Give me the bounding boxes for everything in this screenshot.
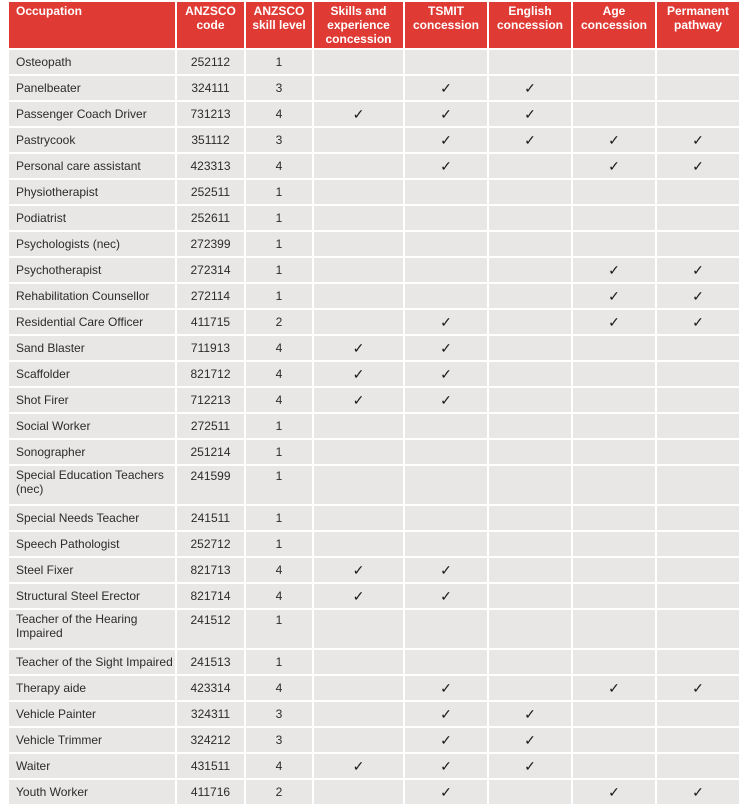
skills-experience-check <box>314 76 403 100</box>
skills-experience-check <box>314 50 403 74</box>
table-row <box>9 206 739 230</box>
anzsco-code-cell: 251214 <box>177 440 244 464</box>
english-check <box>489 284 571 308</box>
anzsco-code-cell: 712213 <box>177 388 244 412</box>
permanent-check <box>657 362 739 386</box>
tsmit-check <box>405 532 487 556</box>
anzsco-code-cell: 731213 <box>177 102 244 126</box>
skills-experience-check: ✓ <box>314 362 403 386</box>
table-row <box>9 728 739 752</box>
skills-experience-check: ✓ <box>314 754 403 778</box>
skills-experience-check <box>314 780 403 804</box>
skills-experience-check <box>314 728 403 752</box>
occupation-table <box>7 0 741 806</box>
permanent-check <box>657 388 739 412</box>
age-check <box>573 610 655 648</box>
english-check: ✓ <box>489 76 571 100</box>
table-row <box>9 50 739 74</box>
age-check <box>573 506 655 530</box>
occupation-cell: Youth Worker <box>9 780 175 804</box>
permanent-check: ✓ <box>657 676 739 700</box>
permanent-check: ✓ <box>657 258 739 282</box>
tsmit-check: ✓ <box>405 558 487 582</box>
skill-level-cell: 1 <box>246 232 312 256</box>
skills-experience-check <box>314 180 403 204</box>
tsmit-check: ✓ <box>405 676 487 700</box>
permanent-check: ✓ <box>657 310 739 334</box>
tsmit-check: ✓ <box>405 362 487 386</box>
anzsco-code-cell: 252511 <box>177 180 244 204</box>
age-check <box>573 466 655 504</box>
tsmit-check: ✓ <box>405 780 487 804</box>
skill-level-cell: 2 <box>246 780 312 804</box>
english-check <box>489 258 571 282</box>
skill-level-cell: 4 <box>246 754 312 778</box>
permanent-check <box>657 336 739 360</box>
table-row <box>9 532 739 556</box>
header-tsmit: TSMIT concession <box>405 2 487 48</box>
header-permanent: Permanent pathway <box>657 2 739 48</box>
skills-experience-check <box>314 232 403 256</box>
permanent-check <box>657 76 739 100</box>
occupation-cell: Speech Pathologist <box>9 532 175 556</box>
english-check <box>489 388 571 412</box>
english-check <box>489 676 571 700</box>
skills-experience-check <box>314 532 403 556</box>
age-check: ✓ <box>573 154 655 178</box>
skill-level-cell: 3 <box>246 728 312 752</box>
english-check <box>489 584 571 608</box>
skills-experience-check <box>314 506 403 530</box>
table-row <box>9 310 739 334</box>
table-row <box>9 388 739 412</box>
skills-experience-check: ✓ <box>314 102 403 126</box>
occupation-cell: Teacher of the Sight Impaired <box>9 650 175 674</box>
age-check <box>573 702 655 726</box>
tsmit-check: ✓ <box>405 128 487 152</box>
age-check: ✓ <box>573 310 655 334</box>
anzsco-code-cell: 272399 <box>177 232 244 256</box>
table-row <box>9 466 739 504</box>
permanent-check <box>657 754 739 778</box>
anzsco-code-cell: 351112 <box>177 128 244 152</box>
table-row <box>9 610 739 648</box>
skill-level-cell: 1 <box>246 440 312 464</box>
skill-level-cell: 2 <box>246 310 312 334</box>
occupation-cell: Podiatrist <box>9 206 175 230</box>
skill-level-cell: 4 <box>246 558 312 582</box>
age-check: ✓ <box>573 128 655 152</box>
anzsco-code-cell: 431511 <box>177 754 244 778</box>
skill-level-cell: 4 <box>246 336 312 360</box>
table-row <box>9 232 739 256</box>
permanent-check: ✓ <box>657 284 739 308</box>
table-row <box>9 362 739 386</box>
anzsco-code-cell: 272114 <box>177 284 244 308</box>
occupation-cell: Structural Steel Erector <box>9 584 175 608</box>
age-check <box>573 362 655 386</box>
english-check: ✓ <box>489 754 571 778</box>
tsmit-check: ✓ <box>405 336 487 360</box>
age-check <box>573 650 655 674</box>
occupation-cell: Pastrycook <box>9 128 175 152</box>
age-check <box>573 532 655 556</box>
occupation-cell: Waiter <box>9 754 175 778</box>
permanent-check: ✓ <box>657 128 739 152</box>
table-row <box>9 154 739 178</box>
anzsco-code-cell: 711913 <box>177 336 244 360</box>
tsmit-check <box>405 414 487 438</box>
skill-level-cell: 3 <box>246 702 312 726</box>
occupation-cell: Personal care assistant <box>9 154 175 178</box>
tsmit-check: ✓ <box>405 702 487 726</box>
table-row <box>9 284 739 308</box>
header-occupation: Occupation <box>9 2 175 48</box>
occupation-cell: Rehabilitation Counsellor <box>9 284 175 308</box>
occupation-cell: Sonographer <box>9 440 175 464</box>
permanent-check <box>657 414 739 438</box>
permanent-check <box>657 466 739 504</box>
anzsco-code-cell: 821714 <box>177 584 244 608</box>
occupation-cell: Panelbeater <box>9 76 175 100</box>
table-row <box>9 780 739 804</box>
table-row <box>9 754 739 778</box>
table-header-row <box>9 2 739 48</box>
permanent-check <box>657 650 739 674</box>
english-check <box>489 506 571 530</box>
occupation-cell: Passenger Coach Driver <box>9 102 175 126</box>
table-row <box>9 676 739 700</box>
permanent-check <box>657 206 739 230</box>
skill-level-cell: 1 <box>246 650 312 674</box>
header-skills-experience: Skills and experience concession <box>314 2 403 48</box>
permanent-check <box>657 728 739 752</box>
tsmit-check <box>405 506 487 530</box>
table-row <box>9 102 739 126</box>
age-check <box>573 558 655 582</box>
tsmit-check <box>405 284 487 308</box>
english-check <box>489 558 571 582</box>
permanent-check <box>657 610 739 648</box>
skill-level-cell: 1 <box>246 414 312 438</box>
tsmit-check: ✓ <box>405 728 487 752</box>
skill-level-cell: 3 <box>246 76 312 100</box>
skill-level-cell: 4 <box>246 388 312 412</box>
age-check <box>573 232 655 256</box>
table-row <box>9 180 739 204</box>
age-check <box>573 754 655 778</box>
skill-level-cell: 1 <box>246 180 312 204</box>
permanent-check <box>657 558 739 582</box>
english-check <box>489 362 571 386</box>
english-check <box>489 206 571 230</box>
anzsco-code-cell: 411716 <box>177 780 244 804</box>
table-row <box>9 584 739 608</box>
skills-experience-check <box>314 676 403 700</box>
age-check <box>573 414 655 438</box>
anzsco-code-cell: 252112 <box>177 50 244 74</box>
english-check <box>489 650 571 674</box>
occupation-cell: Psychologists (nec) <box>9 232 175 256</box>
permanent-check <box>657 532 739 556</box>
skill-level-cell: 1 <box>246 206 312 230</box>
age-check: ✓ <box>573 676 655 700</box>
tsmit-check <box>405 258 487 282</box>
anzsco-code-cell: 252611 <box>177 206 244 230</box>
anzsco-code-cell: 821713 <box>177 558 244 582</box>
permanent-check: ✓ <box>657 154 739 178</box>
skills-experience-check <box>314 610 403 648</box>
english-check <box>489 310 571 334</box>
age-check <box>573 584 655 608</box>
anzsco-code-cell: 241513 <box>177 650 244 674</box>
skill-level-cell: 4 <box>246 584 312 608</box>
occupation-cell: Sand Blaster <box>9 336 175 360</box>
age-check: ✓ <box>573 258 655 282</box>
tsmit-check: ✓ <box>405 754 487 778</box>
occupation-cell: Steel Fixer <box>9 558 175 582</box>
occupation-cell: Shot Firer <box>9 388 175 412</box>
anzsco-code-cell: 821712 <box>177 362 244 386</box>
age-check: ✓ <box>573 284 655 308</box>
tsmit-check: ✓ <box>405 102 487 126</box>
skills-experience-check <box>314 650 403 674</box>
permanent-check <box>657 584 739 608</box>
skills-experience-check <box>314 466 403 504</box>
table-row <box>9 258 739 282</box>
age-check <box>573 440 655 464</box>
anzsco-code-cell: 411715 <box>177 310 244 334</box>
english-check: ✓ <box>489 128 571 152</box>
occupation-cell: Vehicle Trimmer <box>9 728 175 752</box>
skill-level-cell: 1 <box>246 506 312 530</box>
tsmit-check: ✓ <box>405 584 487 608</box>
english-check <box>489 154 571 178</box>
occupation-cell: Social Worker <box>9 414 175 438</box>
table-row <box>9 76 739 100</box>
tsmit-check: ✓ <box>405 76 487 100</box>
skills-experience-check <box>314 310 403 334</box>
age-check <box>573 388 655 412</box>
anzsco-code-cell: 324212 <box>177 728 244 752</box>
occupation-cell: Psychotherapist <box>9 258 175 282</box>
anzsco-code-cell: 324111 <box>177 76 244 100</box>
skills-experience-check <box>314 206 403 230</box>
skill-level-cell: 4 <box>246 154 312 178</box>
english-check <box>489 532 571 556</box>
occupation-cell: Physiotherapist <box>9 180 175 204</box>
skills-experience-check <box>314 258 403 282</box>
header-age: Age concession <box>573 2 655 48</box>
english-check <box>489 610 571 648</box>
age-check <box>573 76 655 100</box>
tsmit-check <box>405 650 487 674</box>
occupation-cell: Therapy aide <box>9 676 175 700</box>
skill-level-cell: 1 <box>246 50 312 74</box>
occupation-cell: Osteopath <box>9 50 175 74</box>
table-row <box>9 128 739 152</box>
tsmit-check <box>405 180 487 204</box>
occupation-cell: Residential Care Officer <box>9 310 175 334</box>
occupation-cell: Teacher of the Hearing Impaired <box>9 610 175 648</box>
tsmit-check <box>405 440 487 464</box>
skill-level-cell: 1 <box>246 466 312 504</box>
permanent-check <box>657 702 739 726</box>
age-check <box>573 728 655 752</box>
occupation-cell: Scaffolder <box>9 362 175 386</box>
table-row <box>9 702 739 726</box>
english-check <box>489 414 571 438</box>
skill-level-cell: 1 <box>246 610 312 648</box>
skills-experience-check: ✓ <box>314 584 403 608</box>
skills-experience-check: ✓ <box>314 558 403 582</box>
skills-experience-check <box>314 414 403 438</box>
skill-level-cell: 1 <box>246 258 312 282</box>
english-check <box>489 466 571 504</box>
skills-experience-check <box>314 154 403 178</box>
occupation-cell: Special Needs Teacher <box>9 506 175 530</box>
table-row <box>9 336 739 360</box>
occupation-cell: Vehicle Painter <box>9 702 175 726</box>
header-anzsco-code: ANZSCO code <box>177 2 244 48</box>
tsmit-check: ✓ <box>405 154 487 178</box>
skill-level-cell: 4 <box>246 102 312 126</box>
anzsco-code-cell: 324311 <box>177 702 244 726</box>
permanent-check <box>657 50 739 74</box>
english-check <box>489 180 571 204</box>
age-check <box>573 102 655 126</box>
tsmit-check <box>405 50 487 74</box>
permanent-check <box>657 232 739 256</box>
skill-level-cell: 1 <box>246 532 312 556</box>
skills-experience-check <box>314 440 403 464</box>
anzsco-code-cell: 423314 <box>177 676 244 700</box>
tsmit-check <box>405 466 487 504</box>
permanent-check: ✓ <box>657 780 739 804</box>
header-skill-level: ANZSCO skill level <box>246 2 312 48</box>
permanent-check <box>657 180 739 204</box>
age-check <box>573 336 655 360</box>
age-check <box>573 50 655 74</box>
english-check <box>489 232 571 256</box>
anzsco-code-cell: 252712 <box>177 532 244 556</box>
table-row <box>9 506 739 530</box>
english-check: ✓ <box>489 102 571 126</box>
table-row <box>9 650 739 674</box>
english-check: ✓ <box>489 728 571 752</box>
anzsco-code-cell: 241512 <box>177 610 244 648</box>
tsmit-check: ✓ <box>405 388 487 412</box>
skills-experience-check: ✓ <box>314 336 403 360</box>
anzsco-code-cell: 272511 <box>177 414 244 438</box>
age-check <box>573 206 655 230</box>
age-check <box>573 180 655 204</box>
english-check <box>489 50 571 74</box>
tsmit-check: ✓ <box>405 310 487 334</box>
table-row <box>9 558 739 582</box>
tsmit-check <box>405 232 487 256</box>
table-row <box>9 440 739 464</box>
skills-experience-check: ✓ <box>314 388 403 412</box>
anzsco-code-cell: 241511 <box>177 506 244 530</box>
table-row <box>9 414 739 438</box>
english-check <box>489 780 571 804</box>
anzsco-code-cell: 423313 <box>177 154 244 178</box>
occupation-cell: Special Education Teachers (nec) <box>9 466 175 504</box>
skills-experience-check <box>314 284 403 308</box>
permanent-check <box>657 506 739 530</box>
permanent-check <box>657 440 739 464</box>
permanent-check <box>657 102 739 126</box>
english-check: ✓ <box>489 702 571 726</box>
skill-level-cell: 1 <box>246 284 312 308</box>
skills-experience-check <box>314 702 403 726</box>
header-english: English concession <box>489 2 571 48</box>
table-body <box>9 50 739 804</box>
tsmit-check <box>405 610 487 648</box>
tsmit-check <box>405 206 487 230</box>
age-check: ✓ <box>573 780 655 804</box>
skill-level-cell: 4 <box>246 676 312 700</box>
anzsco-code-cell: 241599 <box>177 466 244 504</box>
english-check <box>489 440 571 464</box>
skills-experience-check <box>314 128 403 152</box>
skill-level-cell: 3 <box>246 128 312 152</box>
skill-level-cell: 4 <box>246 362 312 386</box>
anzsco-code-cell: 272314 <box>177 258 244 282</box>
english-check <box>489 336 571 360</box>
